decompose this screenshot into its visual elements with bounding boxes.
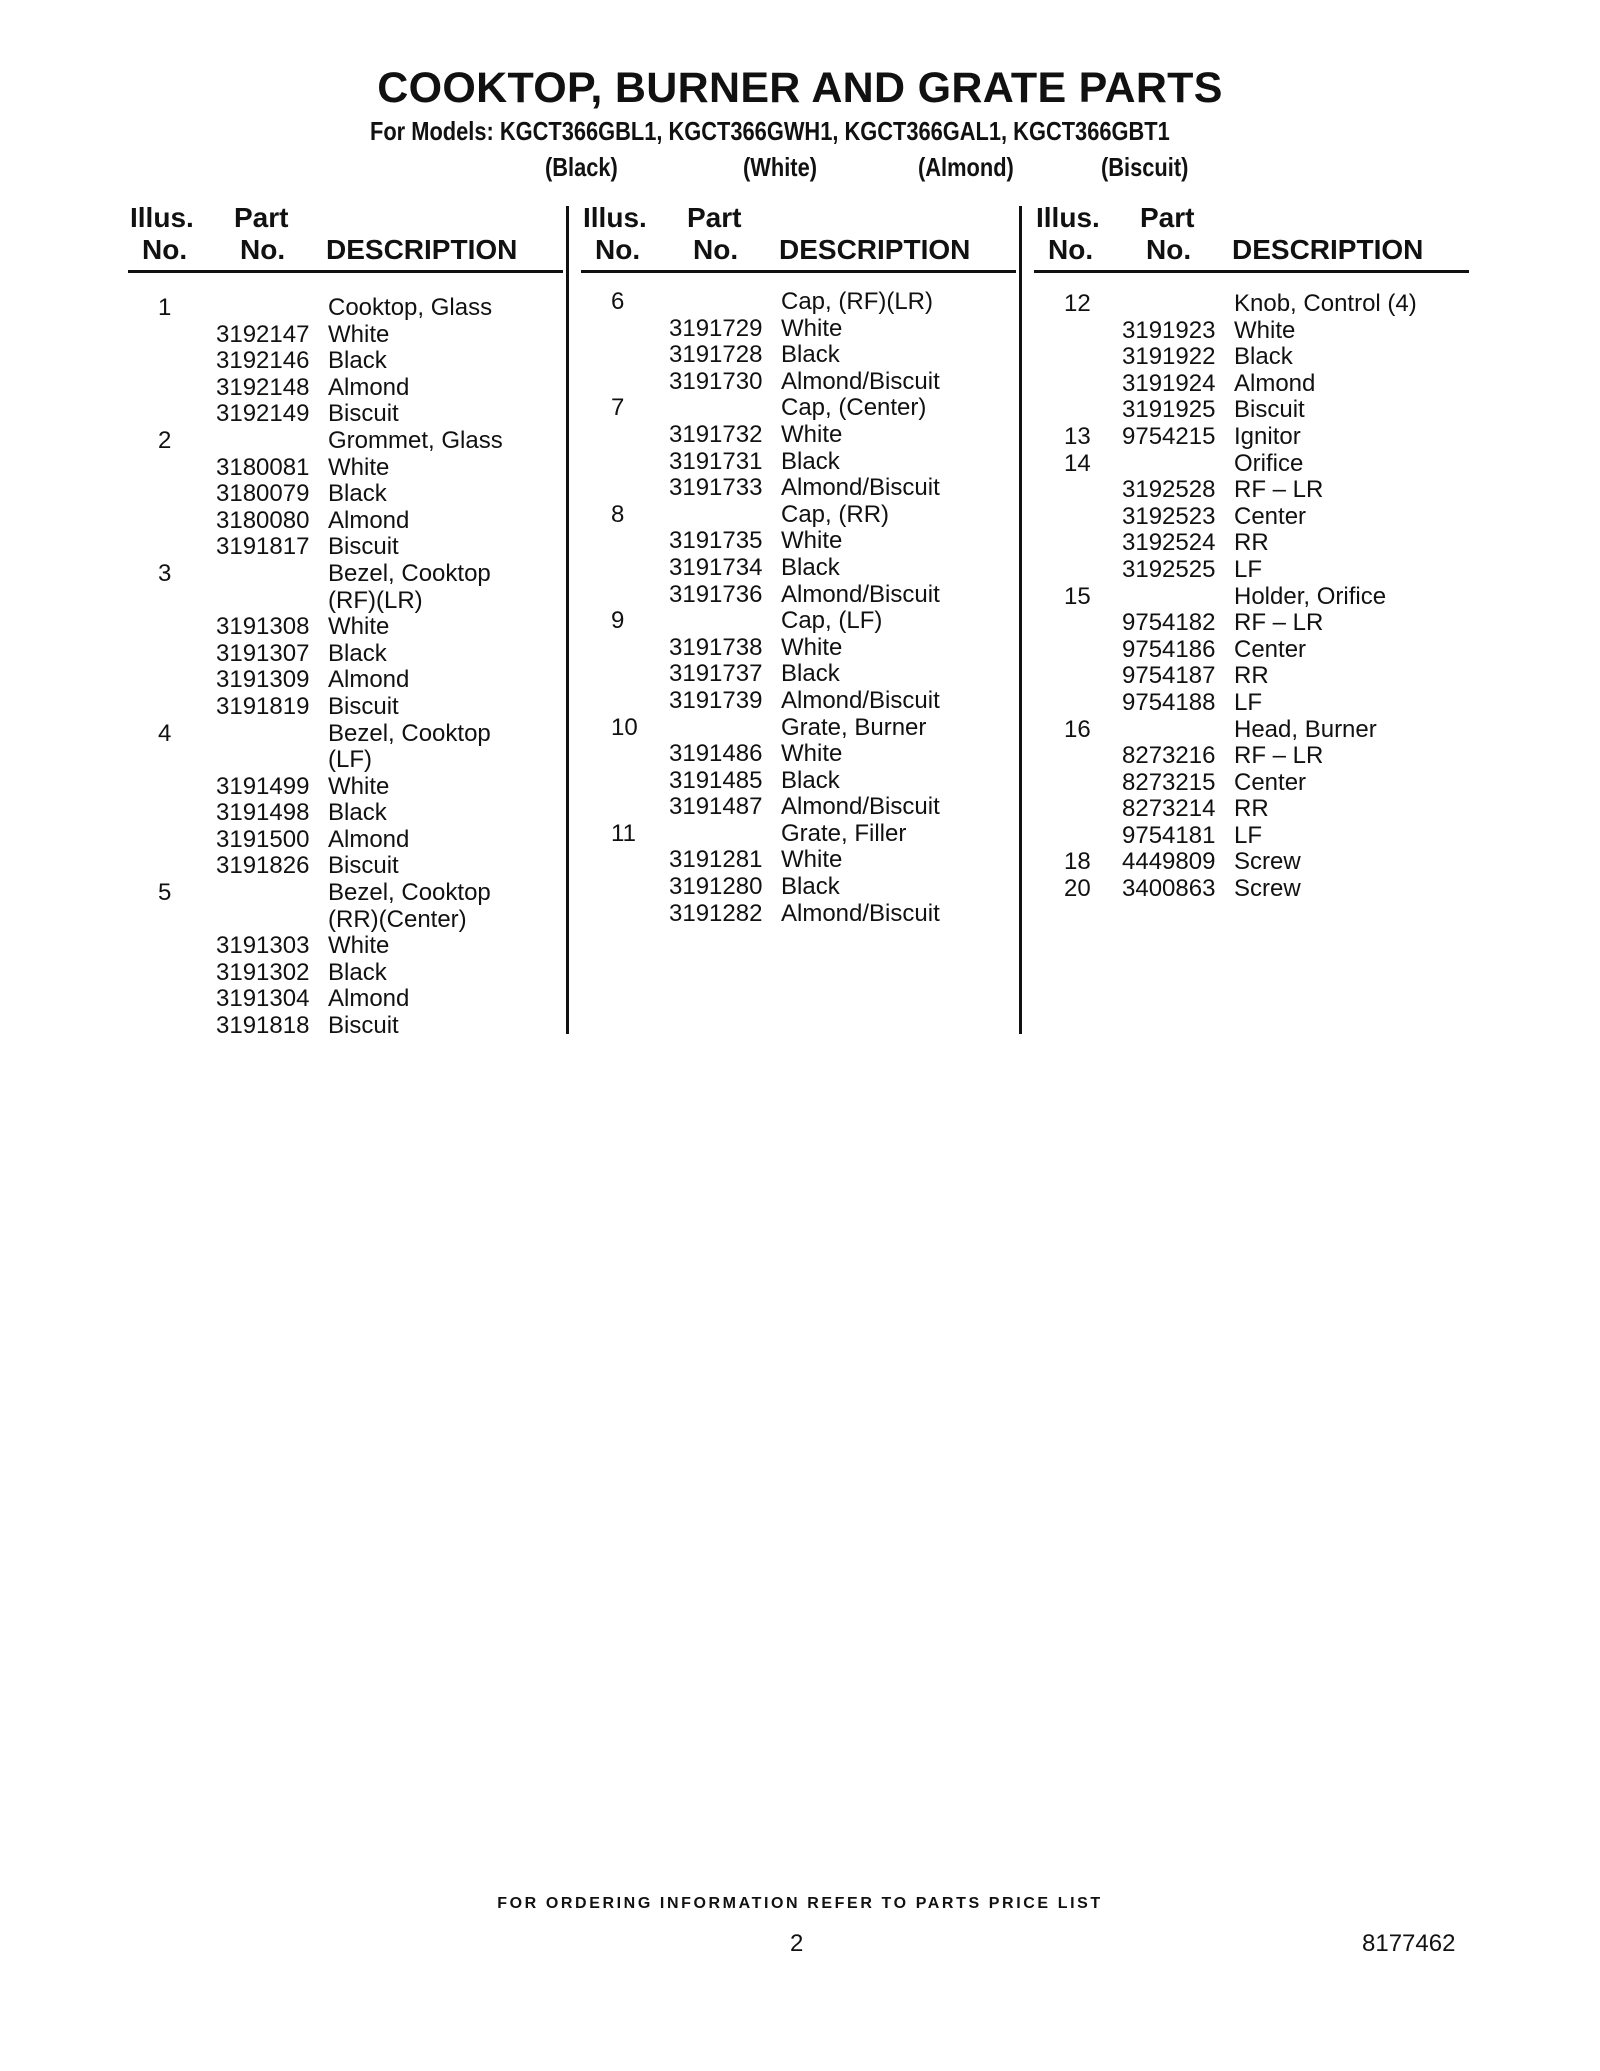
color-label-black: (Black) [545, 152, 618, 182]
description-cell: Black [328, 480, 387, 508]
illus-number-cell: 3 [158, 559, 172, 587]
table-row [128, 774, 563, 801]
part-number-cell: 3191923 [1122, 316, 1216, 344]
table-row [581, 555, 1016, 582]
illus-number-cell: 18 [1064, 848, 1091, 876]
table-row [1034, 371, 1469, 398]
table-row [1034, 504, 1469, 531]
header-illus: Illus. [1036, 202, 1100, 233]
part-number-cell: 3191486 [669, 740, 763, 768]
illus-number-cell: 6 [611, 288, 625, 315]
column-header [1034, 202, 1469, 273]
description-cell: Cap, (LF) [781, 607, 883, 635]
part-number-cell: 9754187 [1122, 662, 1216, 690]
table-row [128, 667, 563, 694]
table-row [581, 422, 1016, 449]
header-part: Part [1140, 202, 1195, 233]
part-number-cell: 3191487 [669, 793, 763, 821]
part-number-cell: 3191736 [669, 580, 763, 608]
description-cell: Almond [328, 985, 410, 1013]
part-number-cell: 3191735 [669, 527, 763, 555]
table-row [1034, 584, 1469, 611]
description-cell: Almond [328, 506, 410, 534]
table-row [581, 901, 1016, 928]
description-cell: White [781, 846, 843, 874]
page-title: COOKTOP, BURNER AND GRATE PARTS [377, 64, 1223, 112]
description-cell: RF – LR [1234, 609, 1324, 637]
description-cell: White [781, 527, 843, 555]
header-illus: Illus. [130, 202, 194, 233]
part-number-cell: 3191924 [1122, 369, 1216, 397]
description-cell: Biscuit [328, 852, 399, 880]
header-illus: Illus. [583, 202, 647, 233]
illus-number-cell: 8 [611, 500, 625, 528]
description-cell: Almond [328, 825, 410, 853]
table-row [128, 827, 563, 854]
illus-number-cell: 14 [1064, 449, 1091, 477]
part-number-cell: 4449809 [1122, 848, 1216, 876]
table-row [1034, 770, 1469, 797]
part-number-cell: 3192525 [1122, 555, 1216, 583]
illus-number-cell: 15 [1064, 582, 1091, 610]
illus-number-cell: 7 [611, 394, 625, 422]
description-cell: Biscuit [1234, 396, 1305, 424]
table-row [581, 635, 1016, 662]
part-number-cell: 3191485 [669, 766, 763, 794]
description-cell: White [781, 420, 843, 448]
part-number-cell: 3191302 [216, 958, 310, 986]
part-number-cell: 3191282 [669, 899, 763, 927]
part-number-cell: 3191739 [669, 686, 763, 714]
part-number-cell: 9754215 [1122, 422, 1216, 450]
ordering-info-footer: FOR ORDERING INFORMATION REFER TO PARTS PRICE LIST [497, 1895, 1103, 1912]
description-cell: Black [328, 347, 387, 375]
table-row [581, 794, 1016, 821]
parts-list [581, 289, 1016, 927]
table-row [128, 721, 563, 748]
table-row [128, 455, 563, 482]
illus-number-cell: 20 [1064, 875, 1091, 903]
part-number-cell: 3191731 [669, 447, 763, 475]
part-number-cell: 3191308 [216, 613, 310, 641]
parts-column-1 [128, 202, 563, 1040]
description-cell: Grommet, Glass [328, 426, 503, 454]
description-cell: Black [781, 766, 840, 794]
description-cell: Almond [328, 666, 410, 694]
table-row [581, 715, 1016, 742]
header-description: DESCRIPTION [779, 234, 971, 265]
table-row [128, 694, 563, 721]
description-cell: Cap, (RF)(LR) [781, 288, 934, 315]
description-cell: RR [1234, 529, 1269, 557]
table-row [1034, 876, 1469, 903]
part-number-cell: 9754181 [1122, 821, 1216, 849]
parts-column-3 [1034, 202, 1469, 903]
table-row [128, 800, 563, 827]
part-number-cell: 3191307 [216, 639, 310, 667]
part-number-cell: 3191826 [216, 852, 310, 880]
description-cell: Cap, (Center) [781, 394, 927, 422]
table-row [1034, 663, 1469, 690]
header-illus-no: No. [1048, 234, 1094, 265]
table-row [128, 588, 563, 615]
description-cell: White [328, 772, 390, 800]
illus-number-cell: 11 [611, 819, 636, 847]
description-cell: (RR)(Center) [328, 905, 467, 933]
header-description: DESCRIPTION [1232, 234, 1424, 265]
header-part-no: No. [693, 234, 739, 265]
description-cell: Black [328, 799, 387, 827]
part-number-cell: 3192524 [1122, 529, 1216, 557]
description-cell: Black [328, 639, 387, 667]
color-label-almond: (Almond) [918, 152, 1014, 182]
part-number-cell: 3400863 [1122, 875, 1216, 903]
header-part-no: No. [1146, 234, 1192, 265]
table-row [581, 661, 1016, 688]
part-number-cell: 3191499 [216, 772, 310, 800]
illus-number-cell: 2 [158, 426, 172, 454]
part-number-cell: 3191280 [669, 873, 763, 901]
description-cell: White [328, 320, 390, 348]
table-row [128, 880, 563, 907]
part-number-cell: 3191729 [669, 314, 763, 342]
column-divider [1019, 206, 1022, 1034]
illus-number-cell: 13 [1064, 422, 1091, 450]
part-number-cell: 3191737 [669, 660, 763, 688]
description-cell: Black [328, 958, 387, 986]
part-number-cell: 3191730 [669, 367, 763, 395]
part-number-cell: 3191925 [1122, 396, 1216, 424]
description-cell: Center [1234, 502, 1307, 530]
table-row [128, 907, 563, 934]
column-divider [566, 206, 569, 1034]
table-row [581, 342, 1016, 369]
illus-number-cell: 12 [1064, 290, 1091, 317]
table-row [128, 428, 563, 455]
header-part: Part [687, 202, 742, 233]
table-row [128, 853, 563, 880]
table-row [128, 641, 563, 668]
part-number-cell: 3191818 [216, 1012, 310, 1040]
description-cell: Black [781, 660, 840, 688]
description-cell: Cooktop, Glass [328, 294, 493, 321]
table-row [128, 614, 563, 641]
description-cell: Almond/Biscuit [781, 580, 940, 608]
description-cell: (RF)(LR) [328, 586, 423, 614]
description-cell: Center [1234, 768, 1307, 796]
description-cell: White [781, 314, 843, 342]
color-label-white: (White) [743, 152, 817, 182]
part-number-cell: 3192147 [216, 320, 310, 348]
description-cell: Black [781, 341, 840, 369]
part-number-cell: 9754188 [1122, 688, 1216, 716]
part-number-cell: 3180080 [216, 506, 310, 534]
table-row [581, 475, 1016, 502]
table-row [1034, 557, 1469, 584]
part-number-cell: 3180081 [216, 453, 310, 481]
part-number-cell: 3191734 [669, 553, 763, 581]
table-row [1034, 637, 1469, 664]
table-row [128, 986, 563, 1013]
part-number-cell: 3191303 [216, 932, 310, 960]
part-number-cell: 3191281 [669, 846, 763, 874]
table-row [128, 348, 563, 375]
part-number-cell: 9754186 [1122, 635, 1216, 663]
table-row [1034, 610, 1469, 637]
description-cell: Biscuit [328, 692, 399, 720]
parts-list [1034, 291, 1469, 903]
table-row [1034, 796, 1469, 823]
description-cell: RF – LR [1234, 476, 1324, 504]
table-row [1034, 717, 1469, 744]
table-row [128, 960, 563, 987]
table-row [1034, 743, 1469, 770]
description-cell: Grate, Burner [781, 713, 927, 741]
illus-number-cell: 5 [158, 879, 172, 907]
description-cell: Black [1234, 343, 1293, 371]
table-row [128, 322, 563, 349]
description-cell: (LF) [328, 746, 372, 774]
color-label-biscuit: (Biscuit) [1101, 152, 1189, 182]
table-row [581, 688, 1016, 715]
description-cell: Black [781, 553, 840, 581]
description-cell: Almond/Biscuit [781, 474, 940, 502]
table-row [1034, 849, 1469, 876]
header-part: Part [234, 202, 289, 233]
table-row [128, 508, 563, 535]
part-number-cell: 3191733 [669, 474, 763, 502]
description-cell: Black [781, 873, 840, 901]
part-number-cell: 3191728 [669, 341, 763, 369]
description-cell: RR [1234, 795, 1269, 823]
description-cell: Orifice [1234, 449, 1304, 477]
table-row [128, 481, 563, 508]
part-number-cell: 9754182 [1122, 609, 1216, 637]
part-number-cell: 3191304 [216, 985, 310, 1013]
description-cell: LF [1234, 688, 1263, 716]
part-number-cell: 3192523 [1122, 502, 1216, 530]
illus-number-cell: 9 [611, 607, 625, 635]
description-cell: LF [1234, 821, 1263, 849]
table-row [1034, 690, 1469, 717]
table-row [581, 316, 1016, 343]
description-cell: Bezel, Cooktop [328, 719, 491, 747]
part-number-cell: 3191498 [216, 799, 310, 827]
description-cell: White [328, 453, 390, 481]
part-number-cell: 8273216 [1122, 742, 1216, 770]
table-row [128, 534, 563, 561]
table-row [581, 449, 1016, 476]
description-cell: Almond [1234, 369, 1316, 397]
table-row [581, 741, 1016, 768]
description-cell: RR [1234, 662, 1269, 690]
description-cell: Bezel, Cooktop [328, 559, 491, 587]
document-number: 8177462 [1362, 1930, 1456, 1957]
part-number-cell: 3192149 [216, 400, 310, 428]
table-row [581, 874, 1016, 901]
table-row [1034, 424, 1469, 451]
description-cell: Bezel, Cooktop [328, 879, 491, 907]
part-number-cell: 3191738 [669, 633, 763, 661]
part-number-cell: 3191922 [1122, 343, 1216, 371]
part-number-cell: 3180079 [216, 480, 310, 508]
part-number-cell: 3191309 [216, 666, 310, 694]
table-row [581, 289, 1016, 316]
description-cell: Almond/Biscuit [781, 793, 940, 821]
table-row [1034, 344, 1469, 371]
description-cell: White [781, 740, 843, 768]
table-row [1034, 397, 1469, 424]
table-row [1034, 318, 1469, 345]
description-cell: Biscuit [328, 1012, 399, 1040]
table-row [128, 933, 563, 960]
part-number-cell: 3191819 [216, 692, 310, 720]
table-row [1034, 451, 1469, 478]
description-cell: Screw [1234, 848, 1301, 876]
table-row [581, 821, 1016, 848]
table-row [581, 369, 1016, 396]
description-cell: Head, Burner [1234, 715, 1377, 743]
illus-number-cell: 4 [158, 719, 172, 747]
part-number-cell: 3191817 [216, 533, 310, 561]
description-cell: Biscuit [328, 400, 399, 428]
illus-number-cell: 1 [158, 294, 172, 321]
header-illus-no: No. [595, 234, 641, 265]
part-number-cell: 8273214 [1122, 795, 1216, 823]
parts-list [128, 295, 563, 1040]
description-cell: White [328, 613, 390, 641]
description-cell: RF – LR [1234, 742, 1324, 770]
table-row [581, 608, 1016, 635]
header-part-no: No. [240, 234, 286, 265]
table-row [581, 528, 1016, 555]
table-row [1034, 477, 1469, 504]
header-illus-no: No. [142, 234, 188, 265]
description-cell: LF [1234, 555, 1263, 583]
table-row [128, 375, 563, 402]
description-cell: White [781, 633, 843, 661]
description-cell: Grate, Filler [781, 819, 907, 847]
part-number-cell: 3191732 [669, 420, 763, 448]
part-number-cell: 3191500 [216, 825, 310, 853]
description-cell: Almond/Biscuit [781, 686, 940, 714]
description-cell: Center [1234, 635, 1307, 663]
part-number-cell: 3192146 [216, 347, 310, 375]
table-row [128, 295, 563, 322]
table-row [581, 502, 1016, 529]
illus-number-cell: 16 [1064, 715, 1091, 743]
table-row [128, 401, 563, 428]
part-number-cell: 3192148 [216, 373, 310, 401]
table-row [1034, 291, 1469, 318]
description-cell: Screw [1234, 875, 1301, 903]
description-cell: Knob, Control (4) [1234, 290, 1417, 317]
description-cell: Almond/Biscuit [781, 367, 940, 395]
description-cell: Almond [328, 373, 410, 401]
header-description: DESCRIPTION [326, 234, 518, 265]
description-cell: Black [781, 447, 840, 475]
description-cell: Biscuit [328, 533, 399, 561]
table-row [581, 395, 1016, 422]
models-line: For Models: KGCT366GBL1, KGCT366GWH1, KGCT366GAL1, KGCT366GBT1 [370, 116, 1170, 146]
part-number-cell: 3192528 [1122, 476, 1216, 504]
column-header [128, 202, 563, 273]
description-cell: Ignitor [1234, 422, 1301, 450]
column-header [581, 202, 1016, 273]
table-row [128, 1013, 563, 1040]
part-number-cell: 8273215 [1122, 768, 1216, 796]
description-cell: White [328, 932, 390, 960]
parts-column-2 [581, 202, 1016, 927]
illus-number-cell: 10 [611, 713, 638, 741]
table-row [1034, 823, 1469, 850]
description-cell: Holder, Orifice [1234, 582, 1387, 610]
table-row [581, 847, 1016, 874]
description-cell: White [1234, 316, 1296, 344]
table-row [128, 747, 563, 774]
table-row [581, 768, 1016, 795]
description-cell: Cap, (RR) [781, 500, 890, 528]
description-cell: Almond/Biscuit [781, 899, 940, 927]
table-row [581, 582, 1016, 609]
table-row [1034, 530, 1469, 557]
table-row [128, 561, 563, 588]
page-number: 2 [790, 1930, 804, 1957]
